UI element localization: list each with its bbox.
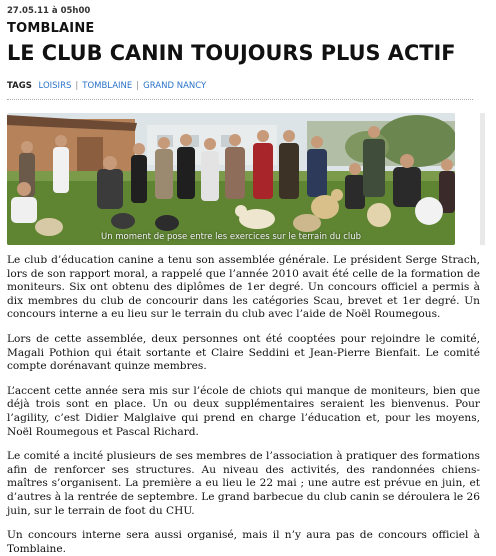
tag-link-loisirs[interactable]: LOISIRS bbox=[38, 81, 72, 91]
tag-link-grand-nancy[interactable]: GRAND NANCY bbox=[143, 81, 207, 91]
tags-row bbox=[7, 81, 206, 91]
photo-caption: Un moment de pose entre les exercices sur le terrain du club bbox=[100, 232, 362, 242]
header-divider bbox=[7, 99, 473, 100]
tags-label: TAGS bbox=[7, 81, 32, 91]
tag-link-tomblaine[interactable]: TOMBLAINE bbox=[82, 81, 133, 91]
section-label: TOMBLAINE bbox=[7, 21, 95, 36]
group-photo-illustration bbox=[7, 113, 455, 245]
photo-side-strip bbox=[480, 113, 485, 245]
article-paragraph: L’accent cette année sera mis sur l’école de chiots qui manque de moniteurs, bien que déjà trois sont en place. Un ou deux supplémentaires seraient les bienvenus. Pour l’agility, c’est Didier Malglaive qui prend en charge l’éducation et, pour les moyens, Noël Roumegous et Pascal Richard. bbox=[7, 384, 480, 438]
article-body bbox=[7, 254, 480, 556]
photo-corner-overlay bbox=[456, 200, 482, 228]
tag-separator: | bbox=[136, 81, 140, 91]
article-paragraph: Un concours interne sera aussi organisé, mais il n’y aura pas de concours officiel à Tomblaine. bbox=[7, 529, 480, 555]
article-paragraph: Le club d’éducation canine a tenu son assemblée générale. Le président Serge Strach, lors de son rapport moral, a rappelé que l’année 2010 avait été celle de la formation de moniteurs. Six ont obtenu des diplômes de 1er degré. Un concours officiel a permis à dix membres du club de concourir dans les catégories Scau, brevet et 1er degré. Un concours interne a eu lieu sur le terrain du club avec l’aide de Noël Roumegous. bbox=[7, 254, 480, 321]
tag-separator: | bbox=[75, 81, 79, 91]
article-photo bbox=[7, 113, 455, 245]
article-headline: LE CLUB CANIN TOUJOURS PLUS ACTIF bbox=[7, 41, 456, 66]
article-paragraph: Lors de cette assemblée, deux personnes ont été cooptées pour rejoindre le comité, Magali Pothion qui était sortante et Claire Seddini et Jean-Pierre Bienfait. Le comité compte dorénavant quinze membres. bbox=[7, 332, 480, 373]
article-dateline: 27.05.11 à 05h00 bbox=[7, 6, 91, 16]
article-paragraph: Le comité a incité plusieurs de ses membres de l’association à pratiquer des formations afin de renforcer ses structures. Au niveau des activités, des randonnées chiens-maîtres s’organisent. La première a eu lieu le 22 mai ; une autre est prévue en juin, et d’autres à la rentrée de septembre. Le grand barbecue du club canin se déroulera le 26 juin, sur le terrain de foot du CHU. bbox=[7, 450, 480, 517]
